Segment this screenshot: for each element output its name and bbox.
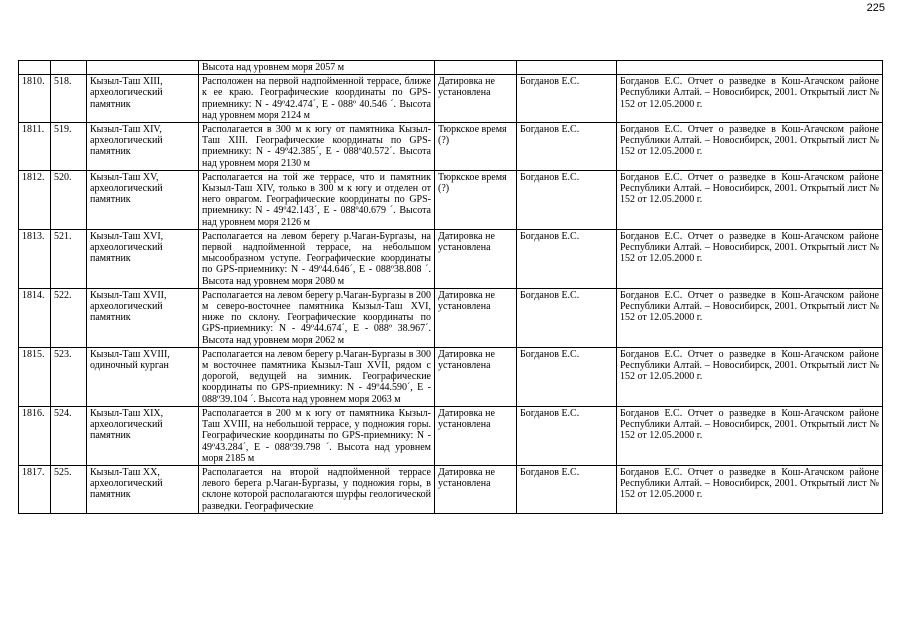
dating-cell: Тюркское время (?) bbox=[435, 170, 517, 229]
row-number-cell: 1815. bbox=[19, 347, 51, 406]
author-cell: Богданов Е.С. bbox=[517, 406, 617, 465]
monument-description-cell: Располагается на той же террасе, что и памятник Кызыл-Таш XIV, только в 300 м к югу и отделен от него оврагом. Географические координаты по GPS-приемнику: N - 49º42.143´, E - 088º40.679 ´. Высота над уровнем моря 2126 м bbox=[199, 170, 435, 229]
table-row bbox=[19, 347, 883, 406]
monument-name-cell: Кызыл-Таш XIII, археологический памятник bbox=[87, 75, 199, 123]
source-reference-cell: Богданов Е.С. Отчет о разведке в Кош-Агачском районе Республики Алтай. – Новосибирск, 2001. Открытый лист № 152 от 12.05.2000 г. bbox=[617, 123, 883, 171]
section-number-cell: 523. bbox=[51, 347, 87, 406]
author-cell: Богданов Е.С. bbox=[517, 288, 617, 347]
monument-name-cell: Кызыл-Таш XV, археологический памятник bbox=[87, 170, 199, 229]
row-number-cell: 1817. bbox=[19, 465, 51, 513]
author-cell: Богданов Е.С. bbox=[517, 123, 617, 171]
dating-cell: Датировка не установлена bbox=[435, 465, 517, 513]
dating-cell: Датировка не установлена bbox=[435, 347, 517, 406]
author-cell: Богданов Е.С. bbox=[517, 347, 617, 406]
section-number-cell: 522. bbox=[51, 288, 87, 347]
table-row bbox=[19, 288, 883, 347]
author-cell: Богданов Е.С. bbox=[517, 465, 617, 513]
monument-description-cell: Располагается в 300 м к югу от памятника Кызыл-Таш XIII. Географические координаты по GPS-приемнику: N - 49º42.385´, E - 088º40.572´. Высота над уровнем моря 2130 м bbox=[199, 123, 435, 171]
row-number-cell: 1813. bbox=[19, 229, 51, 288]
source-reference-cell: Богданов Е.С. Отчет о разведке в Кош-Агачском районе Республики Алтай. – Новосибирск, 2001. Открытый лист № 152 от 12.05.2000 г. bbox=[617, 347, 883, 406]
row-number-cell: 1810. bbox=[19, 75, 51, 123]
dating-cell: Датировка не установлена bbox=[435, 288, 517, 347]
monument-name-cell: Кызыл-Таш XX, археологический памятник bbox=[87, 465, 199, 513]
row-number-cell: 1812. bbox=[19, 170, 51, 229]
monument-description-cell: Расположен на первой надпойменной террасе, ближе к ее краю. Географические координаты по GPS-приемнику: N - 49º42.474´, E - 088º 40.546 ´. Высота над уровнем моря 2124 м bbox=[199, 75, 435, 123]
monument-name-cell: Кызыл-Таш XIV, археологический памятник bbox=[87, 123, 199, 171]
dating-cell: Датировка не установлена bbox=[435, 229, 517, 288]
monument-description-cell: Располагается на левом берегу р.Чаган-Бургазы в 300 м восточнее памятника Кызыл-Таш XVII, рядом с дорогой, ведущей на зимник. Географические координаты по GPS-приемнику: N - 49º44.590´, E - 088º39.104 ´. Высота над уровнем моря 2063 м bbox=[199, 347, 435, 406]
source-reference-cell: Богданов Е.С. Отчет о разведке в Кош-Агачском районе Республики Алтай. – Новосибирск, 2001. Открытый лист № 152 от 12.05.2000 г. bbox=[617, 75, 883, 123]
monument-name-cell: Кызыл-Таш XVI, археологический памятник bbox=[87, 229, 199, 288]
author-cell: Богданов Е.С. bbox=[517, 229, 617, 288]
row-number-cell: 1811. bbox=[19, 123, 51, 171]
table-row bbox=[19, 75, 883, 123]
author-cell: Богданов Е.С. bbox=[517, 75, 617, 123]
source-reference-cell: Богданов Е.С. Отчет о разведке в Кош-Агачском районе Республики Алтай. – Новосибирск, 2001. Открытый лист № 152 от 12.05.2000 г. bbox=[617, 406, 883, 465]
dating-cell: Датировка не установлена bbox=[435, 406, 517, 465]
author-cell: Богданов Е.С. bbox=[517, 170, 617, 229]
table-row bbox=[19, 465, 883, 513]
section-number-cell: 520. bbox=[51, 170, 87, 229]
table-row bbox=[19, 229, 883, 288]
monument-name-cell: Кызыл-Таш XIX, археологический памятник bbox=[87, 406, 199, 465]
monument-name-cell: Кызыл-Таш XVIII, одиночный курган bbox=[87, 347, 199, 406]
continuation-description: Высота над уровнем моря 2057 м bbox=[199, 61, 435, 75]
row-number-cell: 1816. bbox=[19, 406, 51, 465]
source-reference-cell: Богданов Е.С. Отчет о разведке в Кош-Агачском районе Республики Алтай. – Новосибирск, 2001. Открытый лист № 152 от 12.05.2000 г. bbox=[617, 170, 883, 229]
source-reference-cell: Богданов Е.С. Отчет о разведке в Кош-Агачском районе Республики Алтай. – Новосибирск, 2001. Открытый лист № 152 от 12.05.2000 г. bbox=[617, 288, 883, 347]
dating-cell: Тюркское время (?) bbox=[435, 123, 517, 171]
source-reference-cell: Богданов Е.С. Отчет о разведке в Кош-Агачском районе Республики Алтай. – Новосибирск, 2001. Открытый лист № 152 от 12.05.2000 г. bbox=[617, 465, 883, 513]
monument-description-cell: Располагается в 200 м к югу от памятника Кызыл-Таш XVIII, на небольшой террасе, у подножия горы. Географические координаты по GPS-приемнику: N - 49º43.284´, E - 088º39.798 ´. Высота над уровнем моря 2185 м bbox=[199, 406, 435, 465]
table-row bbox=[19, 170, 883, 229]
monument-description-cell: Располагается на левом берегу р.Чаган-Бургазы в 200 м северо-восточнее памятника Кызыл-Таш XVI, ниже по склону. Географические координаты по GPS-приемнику: N - 49º44.674´, E - 088º 38.967´. Высота над уровнем моря 2062 м bbox=[199, 288, 435, 347]
dating-cell: Датировка не установлена bbox=[435, 75, 517, 123]
section-number-cell: 524. bbox=[51, 406, 87, 465]
continuation-row bbox=[19, 61, 883, 75]
source-reference-cell: Богданов Е.С. Отчет о разведке в Кош-Агачском районе Республики Алтай. – Новосибирск, 2001. Открытый лист № 152 от 12.05.2000 г. bbox=[617, 229, 883, 288]
section-number-cell: 519. bbox=[51, 123, 87, 171]
table-row bbox=[19, 406, 883, 465]
row-number-cell: 1814. bbox=[19, 288, 51, 347]
section-number-cell: 518. bbox=[51, 75, 87, 123]
monument-description-cell: Располагается на второй надпойменной террасе левого берега р.Чаган-Бургазы, у подножия горы, в склоне которой располагаются шурфы геологической разведки. Географические bbox=[199, 465, 435, 513]
monument-description-cell: Располагается на левом берегу р.Чаган-Бургазы, на первой надпойменной террасе, на небольшом мысообразном уступе. Географические координаты по GPS-приемнику: N - 49º44.646´, E - 088º38.808 ´. Высота над уровнем моря 2080 м bbox=[199, 229, 435, 288]
table-row bbox=[19, 123, 883, 171]
section-number-cell: 521. bbox=[51, 229, 87, 288]
monument-name-cell: Кызыл-Таш XVII, археологический памятник bbox=[87, 288, 199, 347]
page-number: 225 bbox=[866, 2, 885, 14]
section-number-cell: 525. bbox=[51, 465, 87, 513]
monuments-table bbox=[18, 60, 883, 514]
